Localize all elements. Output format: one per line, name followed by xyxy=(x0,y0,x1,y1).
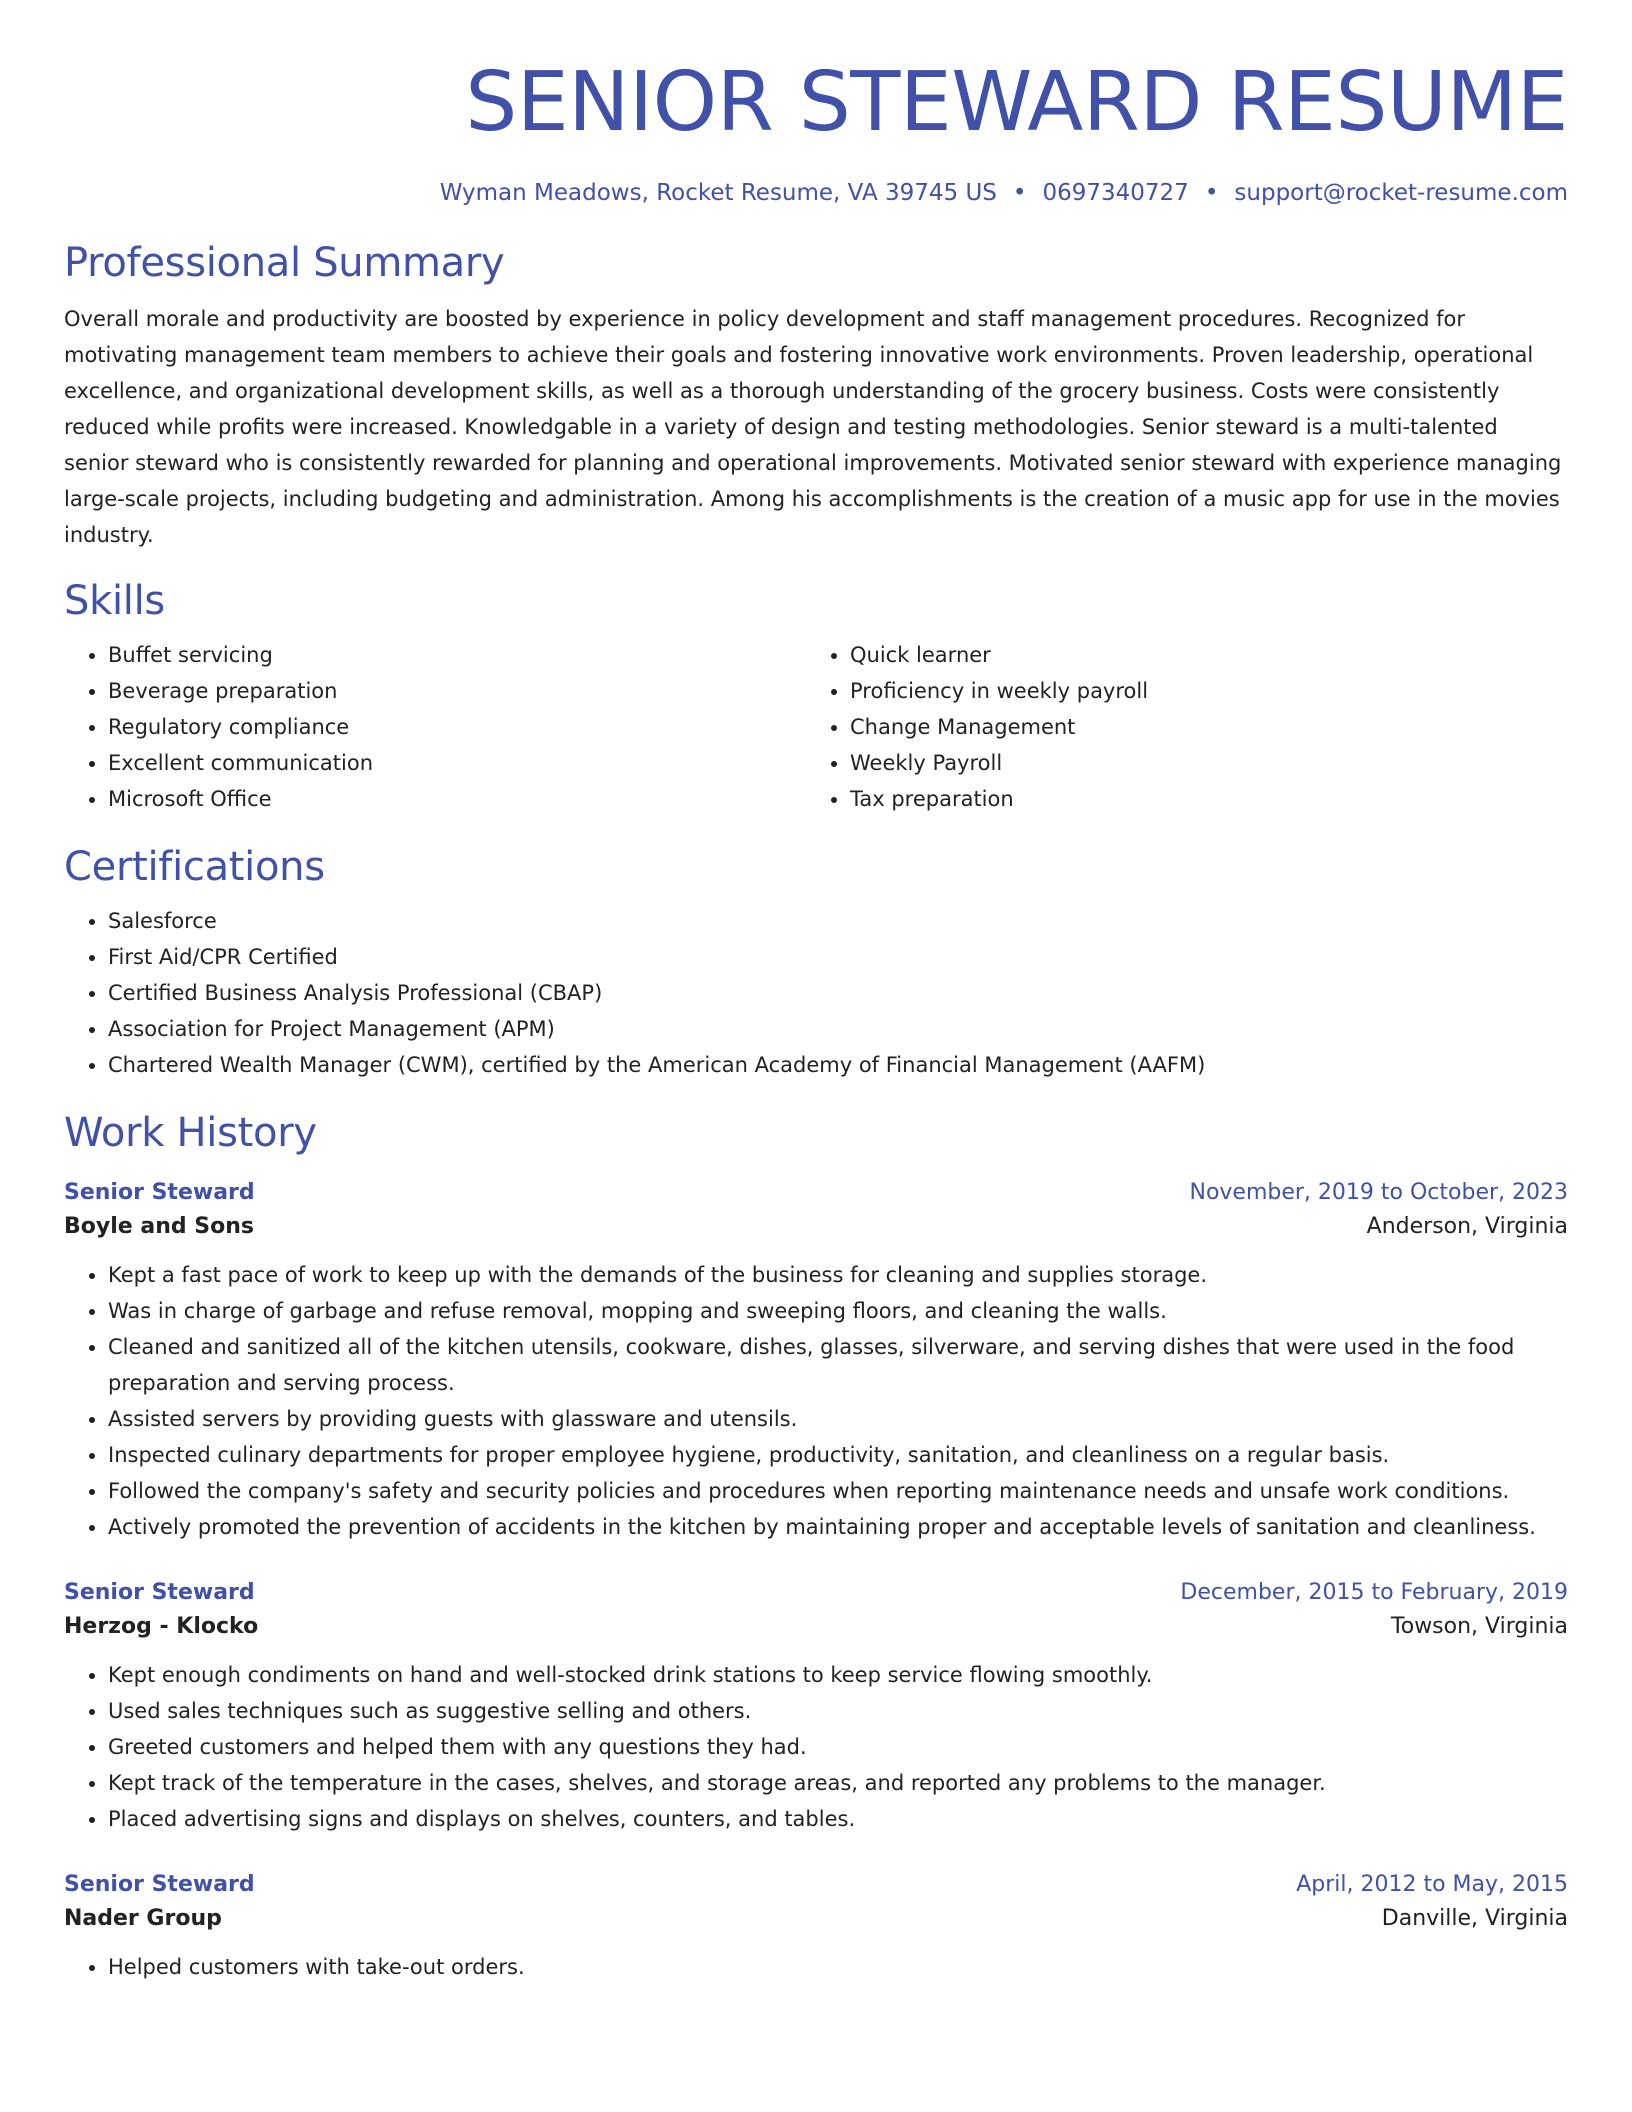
job-bullets xyxy=(64,1949,1568,1985)
skill-item: • Proficiency in weekly payroll xyxy=(850,673,1548,709)
job-bullet: • Assisted servers by providing guests with glassware and utensils. xyxy=(108,1401,1568,1437)
job-location: Anderson, Virginia xyxy=(1366,1214,1568,1239)
job-bullet: • Followed the company's safety and security policies and procedures when reporting maintenance needs and unsafe work conditions. xyxy=(108,1473,1568,1509)
bullet-separator: • xyxy=(1012,180,1027,206)
job-title-row xyxy=(64,1177,1568,1209)
job-title: Senior Steward xyxy=(64,1872,255,1897)
job-title-row xyxy=(64,1577,1568,1609)
job-bullet: • Placed advertising signs and displays on shelves, counters, and tables. xyxy=(108,1801,1568,1837)
job-company-row xyxy=(64,1209,1568,1245)
contact-line xyxy=(64,177,1568,209)
job-location: Danville, Virginia xyxy=(1381,1906,1568,1931)
job-location: Towson, Virginia xyxy=(1391,1614,1568,1639)
certification-item: • Certified Business Analysis Professional (CBAP) xyxy=(108,975,1568,1011)
certification-item: • Chartered Wealth Manager (CWM), certified by the American Academy of Financial Management (AAFM) xyxy=(108,1047,1568,1083)
skills-grid xyxy=(64,637,1568,817)
skill-item: • Regulatory compliance xyxy=(108,709,806,745)
skills-list-right xyxy=(806,637,1548,817)
resume-header xyxy=(64,0,1568,209)
contact-phone: 0697340727 xyxy=(1042,180,1189,206)
skill-item: • Excellent communication xyxy=(108,745,806,781)
skill-item: • Change Management xyxy=(850,709,1548,745)
certification-item: • Association for Project Management (APM) xyxy=(108,1011,1568,1047)
job-bullet: • Was in charge of garbage and refuse removal, mopping and sweeping floors, and cleaning the walls. xyxy=(108,1293,1568,1329)
job-dates: April, 2012 to May, 2015 xyxy=(1296,1872,1568,1897)
job-company: Nader Group xyxy=(64,1906,222,1931)
skill-item: • Quick learner xyxy=(850,637,1548,673)
job-bullets xyxy=(64,1257,1568,1545)
section-title-certifications: Certifications xyxy=(64,844,325,890)
section-title-skills: Skills xyxy=(64,578,165,624)
job-bullet: • Kept track of the temperature in the cases, shelves, and storage areas, and reported any problems to the manager. xyxy=(108,1765,1568,1801)
job-company: Herzog - Klocko xyxy=(64,1614,259,1639)
job-bullet: • Actively promoted the prevention of accidents in the kitchen by maintaining proper and acceptable levels of sanitation and cleanliness. xyxy=(108,1509,1568,1545)
job-bullet: • Used sales techniques such as suggestive selling and others. xyxy=(108,1693,1568,1729)
bullet-separator: • xyxy=(1204,180,1219,206)
skills-column-left xyxy=(64,637,806,817)
contact-email: support@rocket-resume.com xyxy=(1234,180,1568,206)
section-title-work-history: Work History xyxy=(64,1110,317,1156)
skill-item: • Tax preparation xyxy=(850,781,1548,817)
job-bullet: • Inspected culinary departments for proper employee hygiene, productivity, sanitation, and cleanliness on a regular basis. xyxy=(108,1437,1568,1473)
job-entry xyxy=(64,1869,1568,1985)
skills-list-left xyxy=(64,637,806,817)
certification-item: • First Aid/CPR Certified xyxy=(108,939,1568,975)
job-title: Senior Steward xyxy=(64,1180,255,1205)
job-entry xyxy=(64,1577,1568,1837)
job-bullet: • Kept a fast pace of work to keep up with the demands of the business for cleaning and supplies storage. xyxy=(108,1257,1568,1293)
skill-item: • Beverage preparation xyxy=(108,673,806,709)
job-bullet: • Helped customers with take-out orders. xyxy=(108,1949,1568,1985)
job-bullet: • Kept enough condiments on hand and well-stocked drink stations to keep service flowing smoothly. xyxy=(108,1657,1568,1693)
contact-address: Wyman Meadows, Rocket Resume, VA 39745 US xyxy=(439,180,997,206)
job-bullet: • Greeted customers and helped them with any questions they had. xyxy=(108,1729,1568,1765)
job-entry xyxy=(64,1177,1568,1545)
section-title-summary: Professional Summary xyxy=(64,240,505,286)
certifications-list xyxy=(64,903,1568,1083)
skills-column-right xyxy=(806,637,1548,817)
skill-item: • Weekly Payroll xyxy=(850,745,1548,781)
job-dates: December, 2015 to February, 2019 xyxy=(1180,1580,1568,1605)
job-title: Senior Steward xyxy=(64,1580,255,1605)
job-company-row xyxy=(64,1609,1568,1645)
certification-item: • Salesforce xyxy=(108,903,1568,939)
job-bullets xyxy=(64,1657,1568,1837)
job-dates: November, 2019 to October, 2023 xyxy=(1189,1180,1568,1205)
summary-text: Overall morale and productivity are boosted by experience in policy development and staff management procedures. Recognized for motivating management team members to achieve their goals and fostering innovative work environments. Proven leadership, operational excellence, and organizational development skills, as well as a thorough understanding of the grocery business. Costs were consistently reduced while profits were increased. Knowledgable in a variety of design and testing methodologies. Senior steward is a multi-talented senior steward who is consistently rewarded for planning and operational improvements. Motivated senior steward with experience managing large-scale projects, including budgeting and administration. Among his accomplishments is the creation of a music app for use in the movies industry. xyxy=(64,307,1562,547)
job-company-row xyxy=(64,1901,1568,1937)
job-bullet: • Cleaned and sanitized all of the kitchen utensils, cookware, dishes, glasses, silverware, and serving dishes that were used in the food preparation and serving process. xyxy=(108,1329,1568,1401)
resume-title: SENIOR STEWARD RESUME xyxy=(465,55,1568,150)
job-title-row xyxy=(64,1869,1568,1901)
job-company: Boyle and Sons xyxy=(64,1214,254,1239)
skill-item: • Microsoft Office xyxy=(108,781,806,817)
skill-item: • Buffet servicing xyxy=(108,637,806,673)
